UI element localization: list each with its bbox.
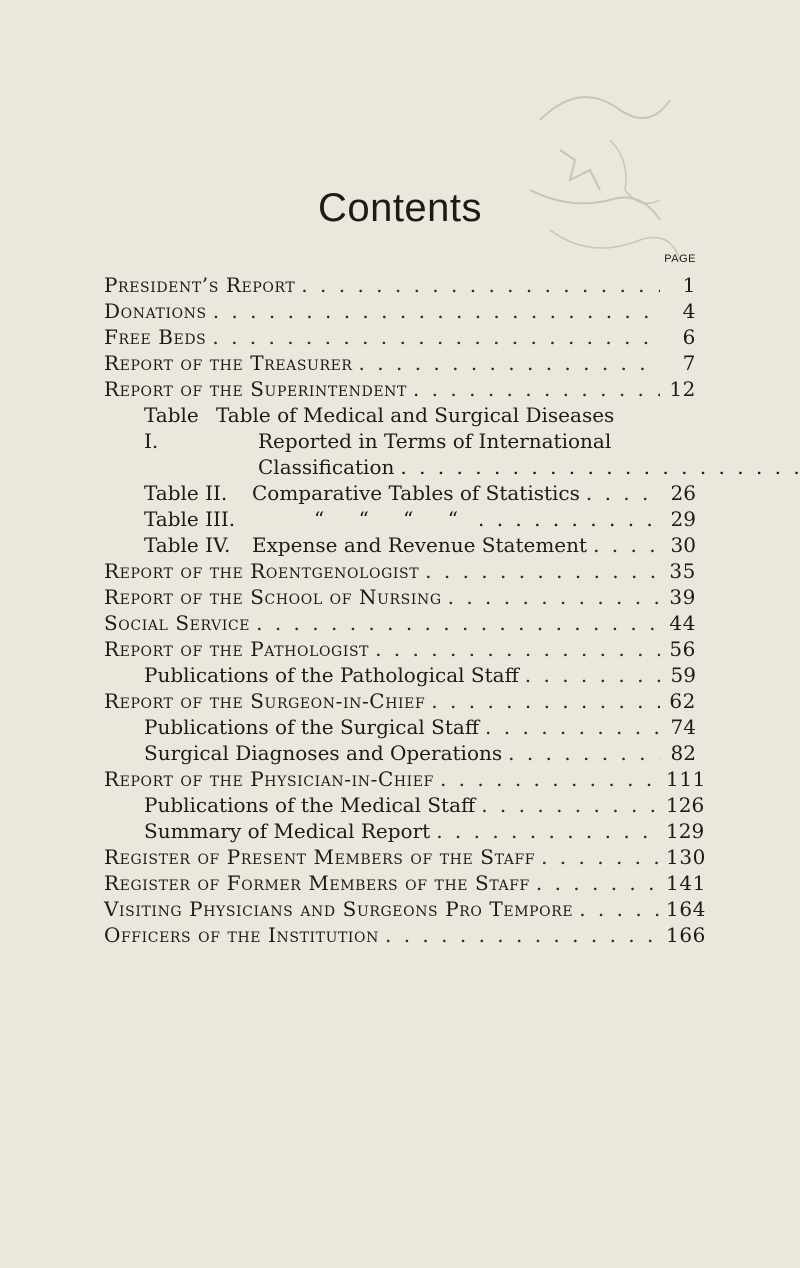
dot-leader	[508, 740, 660, 766]
dot-leader	[485, 714, 660, 740]
table-number: Table I.	[144, 403, 199, 453]
toc-entry-page: 74	[670, 715, 696, 739]
toc-entry-page: 29	[670, 507, 696, 531]
ditto-marks: “ “ “ “	[314, 507, 472, 531]
toc-entry[interactable]	[104, 922, 706, 948]
toc-table-entry[interactable]	[104, 506, 696, 532]
toc-entry-page: 1	[682, 273, 696, 297]
table-title-line: Reported in Terms of International	[258, 429, 612, 453]
dot-leader	[536, 870, 660, 896]
toc-entry[interactable]	[104, 740, 696, 766]
toc-entry-label: Free Beds	[104, 325, 207, 349]
toc-entry-label: Report of the School of Nursing	[104, 585, 442, 609]
dot-leader	[213, 298, 660, 324]
toc-entry[interactable]	[104, 714, 696, 740]
toc-entry[interactable]	[104, 376, 696, 402]
toc-entry[interactable]	[104, 610, 696, 636]
toc-entry-label: Officers of the Institution	[104, 923, 379, 947]
toc-entry-label: Summary of Medical Report	[144, 819, 431, 843]
toc-entry[interactable]	[104, 636, 696, 662]
toc-entry-page: 62	[669, 689, 696, 713]
toc-entry-page: 35	[669, 559, 696, 583]
dot-leader	[440, 766, 660, 792]
toc-entry[interactable]	[104, 584, 696, 610]
toc-entry-page: 4	[682, 299, 696, 323]
toc-entry[interactable]	[104, 896, 706, 922]
toc-entry-page: 6	[682, 325, 696, 349]
page-title: Contents	[317, 186, 483, 230]
dot-leader	[478, 506, 660, 532]
dot-leader	[436, 818, 660, 844]
dot-leader	[301, 272, 660, 298]
table-title-line: Table of Medical and Surgical Diseases	[216, 403, 615, 427]
toc-entry-page: 56	[669, 637, 696, 661]
toc-entry-label: Publications of the Pathological Staff	[144, 663, 519, 687]
toc-entry-page: 111	[666, 767, 706, 791]
table-number: Table III.	[144, 507, 236, 531]
toc-entry-label: Report of the Surgeon-in-Chief	[104, 689, 426, 713]
toc-entry-label: Surgical Diagnoses and Operations	[144, 741, 503, 765]
toc-entry[interactable]	[104, 844, 706, 870]
dot-leader	[525, 662, 660, 688]
dot-leader	[579, 896, 660, 922]
toc-entry-page: 44	[669, 611, 696, 635]
toc-entry-label: Register of Former Members of the Staff	[104, 871, 530, 895]
toc-entry[interactable]	[104, 818, 705, 844]
toc-entry[interactable]	[104, 662, 696, 688]
toc-entry-page: 12	[669, 377, 696, 401]
toc-entry-label: Publications of the Medical Staff	[144, 793, 476, 817]
dot-leader	[385, 922, 660, 948]
toc-entry[interactable]	[104, 272, 696, 298]
dot-leader	[431, 688, 660, 714]
toc-entry-page: 39	[669, 585, 696, 609]
dot-leader	[256, 610, 660, 636]
toc-entry[interactable]	[104, 688, 696, 714]
dot-leader	[212, 324, 660, 350]
dot-leader	[586, 480, 660, 506]
toc-entry-page: 26	[670, 481, 696, 505]
page-column-label: PAGE	[664, 253, 696, 265]
toc-entry-label: Report of the Physician-in-Chief	[104, 767, 434, 791]
toc-entry-page: 166	[666, 923, 706, 947]
toc-entry-page: 82	[670, 741, 696, 765]
toc-entry-label: Report of the Pathologist	[104, 637, 370, 661]
toc-entry-label: President’s Report	[104, 273, 296, 297]
toc-entry-label: Register of Present Members of the Staff	[104, 845, 536, 869]
toc-entry-page: 164	[666, 897, 706, 921]
table-number: Table II.	[144, 481, 228, 505]
table-title-line: Classification	[258, 455, 395, 479]
toc-entry-label: Expense and Revenue Statement	[252, 533, 588, 557]
toc-entry-page: 130	[666, 845, 706, 869]
table-of-contents	[104, 272, 706, 948]
toc-table-entry[interactable]	[104, 480, 696, 506]
toc-entry-label: Visiting Physicians and Surgeons Pro Tempore	[104, 897, 574, 921]
dot-leader	[413, 376, 660, 402]
toc-entries-continued	[104, 558, 706, 948]
toc-entry-page: 7	[682, 351, 696, 375]
toc-entry-page: 59	[670, 663, 696, 687]
dot-leader	[400, 454, 800, 480]
toc-entry[interactable]	[104, 350, 696, 376]
toc-entry-page: 30	[670, 533, 696, 557]
toc-table-entry[interactable]	[104, 532, 696, 558]
table-number: Table IV.	[144, 533, 231, 557]
toc-entry-page: 141	[666, 871, 706, 895]
toc-entry[interactable]	[104, 298, 696, 324]
toc-entry-label: Report of the Roentgenologist	[104, 559, 420, 583]
toc-entry-label: Comparative Tables of Statistics	[252, 481, 580, 505]
dot-leader	[425, 558, 660, 584]
toc-entry-label: Report of the Treasurer	[104, 351, 353, 375]
toc-entry-page: 126	[666, 793, 705, 817]
toc-entry-label: Donations	[104, 299, 207, 323]
toc-entry-label: Publications of the Surgical Staff	[144, 715, 480, 739]
toc-entry-label: Report of the Superintendent	[104, 377, 407, 401]
dot-leader	[593, 532, 660, 558]
toc-entry-page: 129	[666, 819, 705, 843]
toc-entry[interactable]	[104, 558, 696, 584]
toc-entry[interactable]	[104, 766, 706, 792]
dot-leader	[481, 792, 660, 818]
toc-table-entry[interactable]	[104, 402, 696, 480]
toc-entry[interactable]	[104, 792, 705, 818]
dot-leader	[448, 584, 660, 610]
toc-entry-label: Social Service	[104, 611, 251, 635]
toc-entry[interactable]	[104, 324, 696, 350]
dot-leader	[359, 350, 660, 376]
dot-leader	[541, 844, 660, 870]
dot-leader	[375, 636, 660, 662]
toc-entry[interactable]	[104, 870, 706, 896]
